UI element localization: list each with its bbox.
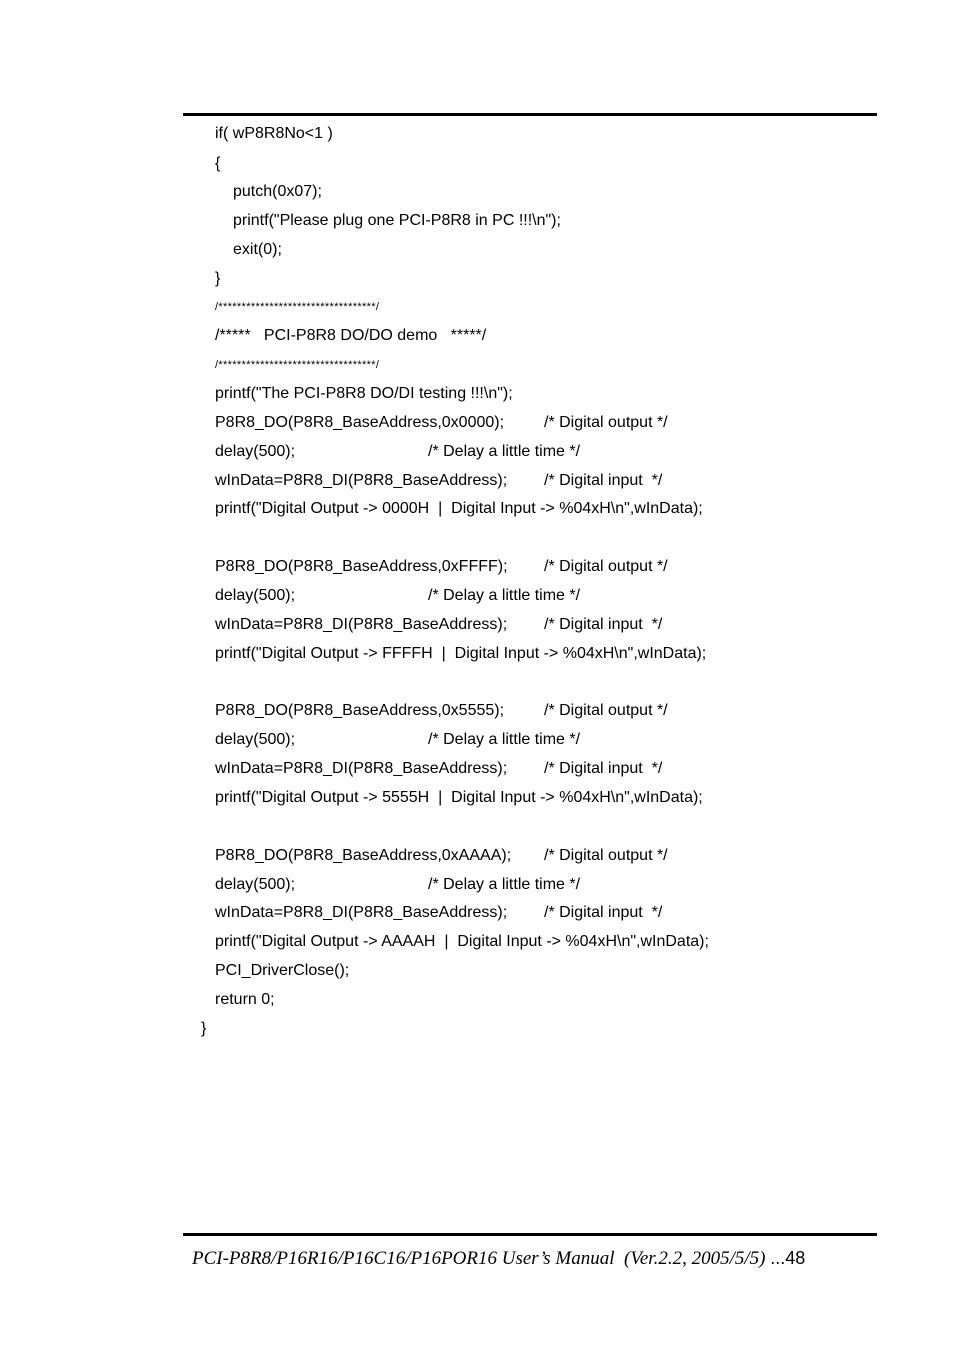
code-line: PCI_DriverClose(); — [215, 962, 350, 979]
code-line: wInData=P8R8_DI(P8R8_BaseAddress); — [215, 760, 508, 777]
code-comment: /* Digital input */ — [544, 472, 663, 489]
header-rule — [183, 113, 877, 116]
code-comment: /* Digital output */ — [544, 414, 668, 431]
page-footer — [192, 1248, 805, 1270]
code-line: { — [215, 155, 221, 172]
comment-banner: /**********************************/ — [215, 359, 380, 371]
code-line: P8R8_DO(P8R8_BaseAddress,0xAAAA); — [215, 847, 512, 864]
code-comment: /* Digital input */ — [544, 616, 663, 633]
code-line: } — [201, 1020, 207, 1037]
footer-rule — [183, 1233, 877, 1236]
comment-banner-title: /***** PCI-P8R8 DO/DO demo *****/ — [215, 327, 487, 344]
page-number: ...48 — [770, 1248, 806, 1268]
code-line: delay(500); — [215, 731, 296, 748]
code-line: printf("Please plug one PCI-P8R8 in PC !!!\n"); — [233, 212, 561, 229]
code-line: if( wP8R8No<1 ) — [215, 125, 333, 142]
code-line: delay(500); — [215, 587, 296, 604]
code-line: wInData=P8R8_DI(P8R8_BaseAddress); — [215, 616, 508, 633]
code-line: P8R8_DO(P8R8_BaseAddress,0x5555); — [215, 702, 505, 719]
comment-banner: /**********************************/ — [215, 301, 380, 313]
code-line: printf("The PCI-P8R8 DO/DI testing !!!\n"); — [215, 385, 513, 402]
code-line: } — [215, 270, 221, 287]
code-comment: /* Delay a little time */ — [428, 443, 581, 460]
code-line: exit(0); — [233, 241, 282, 258]
code-line: wInData=P8R8_DI(P8R8_BaseAddress); — [215, 472, 508, 489]
code-comment: /* Digital output */ — [544, 847, 668, 864]
code-line: delay(500); — [215, 443, 296, 460]
code-line: putch(0x07); — [233, 183, 322, 200]
code-line: P8R8_DO(P8R8_BaseAddress,0x0000); — [215, 414, 505, 431]
footer-title: PCI-P8R8/P16R16/P16C16/P16POR16 User’s Manual (Ver.2.2, 2005/5/5) — [192, 1248, 771, 1269]
code-comment: /* Digital output */ — [544, 702, 668, 719]
code-line: printf("Digital Output -> 0000H | Digital Input -> %04xH\n",wInData); — [215, 500, 703, 517]
code-line: printf("Digital Output -> AAAAH | Digital Input -> %04xH\n",wInData); — [215, 933, 709, 950]
code-comment: /* Delay a little time */ — [428, 587, 581, 604]
code-line: wInData=P8R8_DI(P8R8_BaseAddress); — [215, 904, 508, 921]
code-comment: /* Digital input */ — [544, 760, 663, 777]
code-line: return 0; — [215, 991, 275, 1008]
code-line: P8R8_DO(P8R8_BaseAddress,0xFFFF); — [215, 558, 508, 575]
code-line: printf("Digital Output -> 5555H | Digital Input -> %04xH\n",wInData); — [215, 789, 703, 806]
code-comment: /* Digital input */ — [544, 904, 663, 921]
code-comment: /* Delay a little time */ — [428, 876, 581, 893]
code-comment: /* Digital output */ — [544, 558, 668, 575]
code-comment: /* Delay a little time */ — [428, 731, 581, 748]
code-line: printf("Digital Output -> FFFFH | Digital Input -> %04xH\n",wInData); — [215, 645, 707, 662]
code-line: delay(500); — [215, 876, 296, 893]
